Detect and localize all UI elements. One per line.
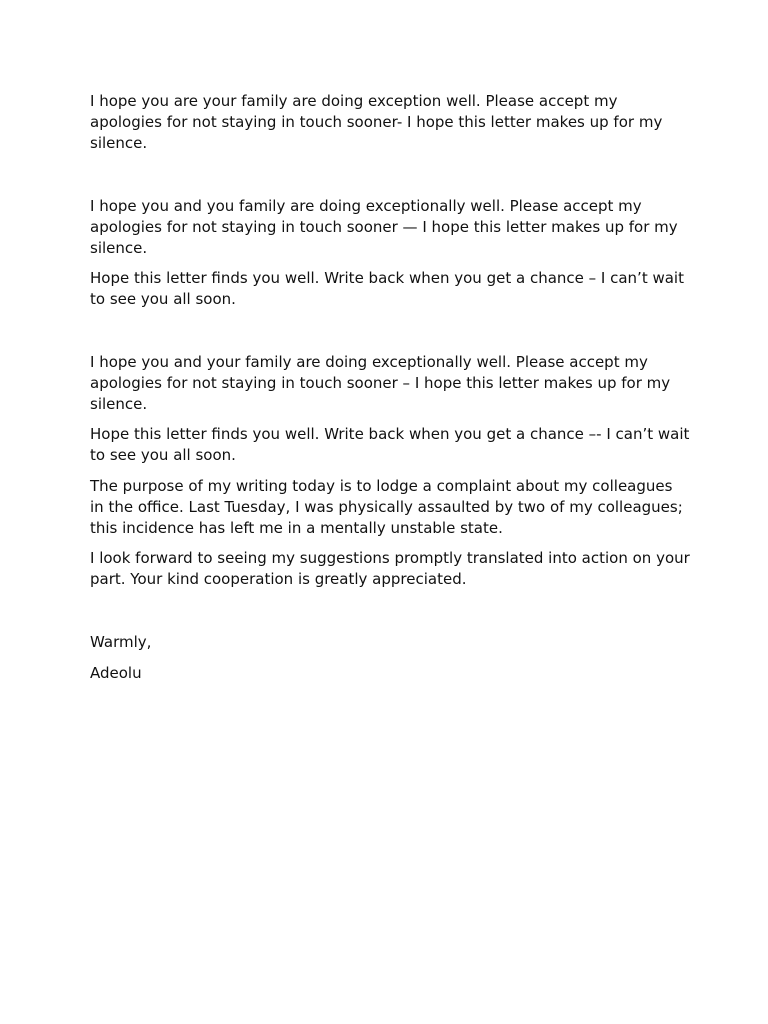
letter-section-3 — [90, 352, 690, 590]
paragraph: I hope you are your family are doing exception well. Please accept my apologies for not staying in touch sooner- I hope this letter makes up for my silence. — [90, 92, 663, 152]
letter-section-1 — [90, 91, 690, 153]
paragraph: Hope this letter finds you well. Write back when you get a chance –- I can’t wait to see you all soon. — [90, 425, 690, 465]
closing: Warmly, — [90, 633, 152, 651]
letter-section-2 — [90, 196, 690, 310]
paragraph: The purpose of my writing today is to lodge a complaint about my colleagues in the office. Last Tuesday, I was physically assaulted by two of my colleagues; this incidence has left me in a mentally unstable state. — [90, 476, 683, 537]
closing-block — [90, 632, 690, 684]
paragraph: Hope this letter finds you well. Write back when you get a chance – I can’t wait to see you all soon. — [90, 269, 684, 309]
paragraph: I hope you and your family are doing exceptionally well. Please accept my apologies for not staying in touch sooner – I hope this letter makes up for my silence. — [90, 353, 671, 413]
paragraph: I hope you and you family are doing exceptionally well. Please accept my apologies for not staying in touch sooner — I hope this letter makes up for my silence. — [90, 197, 678, 257]
paragraph: I look forward to seeing my suggestions promptly translated into action on your part. Your kind cooperation is greatly appreciated. — [90, 549, 690, 589]
signature: Adeolu — [90, 663, 142, 682]
